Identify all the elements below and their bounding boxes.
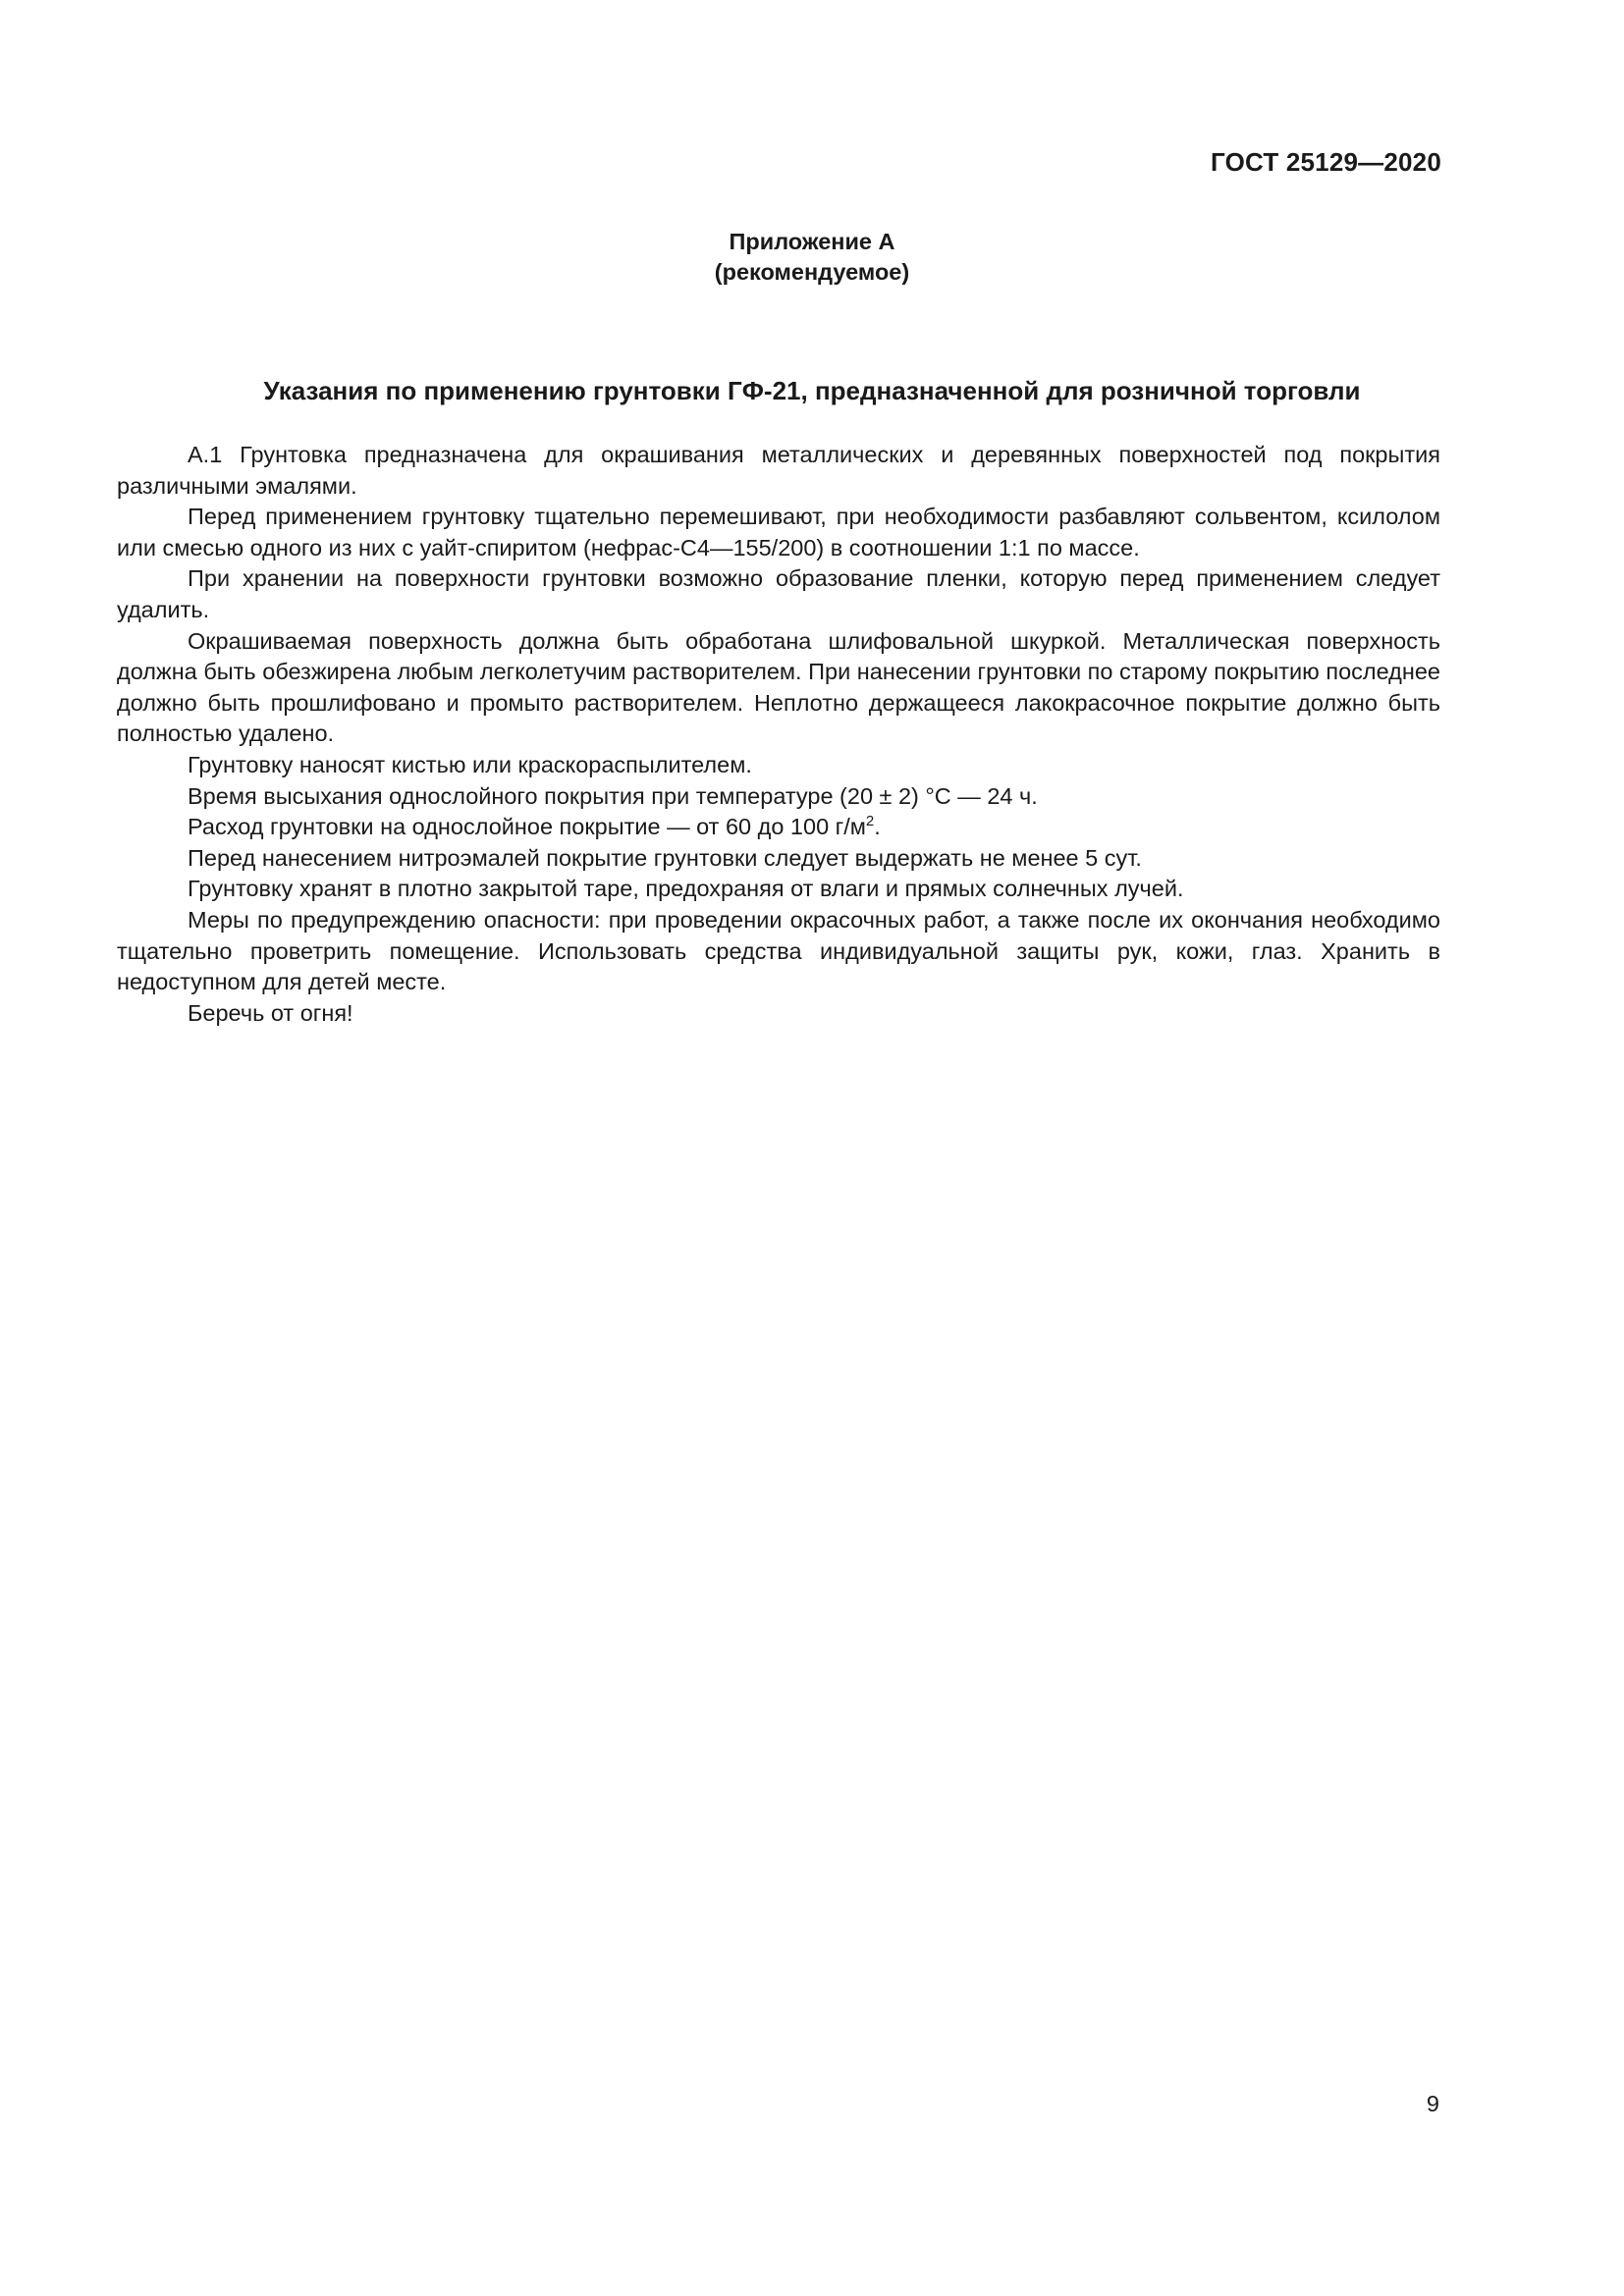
- paragraph-fire-warning: Беречь от огня!: [188, 999, 353, 1026]
- document-body: [117, 440, 1440, 1029]
- annex-title: Приложение А: [729, 229, 895, 254]
- paragraph-application: Грунтовку наносят кистью или краскораспылителем.: [188, 751, 752, 777]
- annex-status: (рекомендуемое): [714, 259, 910, 285]
- consumption-end: .: [874, 814, 881, 840]
- paragraph-consumption: [117, 812, 1440, 843]
- consumption-superscript: 2: [865, 813, 875, 830]
- consumption-text: Расход грунтовки на однослойное покрытие — от 60 до 100 г/м: [188, 814, 866, 840]
- page-number: 9: [1426, 2091, 1439, 2116]
- annex-heading: [0, 227, 1624, 288]
- paragraph-storage: Грунтовку хранят в плотно закрытой таре, предохраняя от влаги и прямых солнечных лучей.: [188, 876, 1184, 902]
- section-title: Указания по применению грунтовки ГФ-21, предназначенной для розничной торговли: [263, 376, 1361, 405]
- paragraph-preparation: Перед применением грунтовку тщательно перемешивают, при необходимости разбавляют сольвентом, ксилолом или смесью одного из них с уайт-спиритом (нефрас-С4—155/200) в соотношении 1:1 по массе.: [117, 504, 1440, 561]
- paragraph-drying-time: Время высыхания однослойного покрытия при температуре (20 ± 2) °С — 24 ч.: [188, 782, 1038, 809]
- document-code: ГОСТ 25129—2020: [1211, 147, 1441, 177]
- paragraph-surface-prep: Окрашиваемая поверхность должна быть обработана шлифовальной шкуркой. Металлическая поверхность должна быть обезжирена любым легколетучим растворителем. При нанесении грунтовки по старому покрытию последнее должно быть прошлифовано и промыто растворителем. Неплотно держащееся лакокрасочное покрытие должно быть полностью удалено.: [117, 627, 1440, 747]
- paragraph-storage-film: При хранении на поверхности грунтовки возможно образование пленки, которую перед применением следует удалить.: [117, 565, 1440, 622]
- paragraph-safety: Меры по предупреждению опасности: при проведении окрасочных работ, а также после их окончания необходимо тщательно проветрить помещение. Использовать средства индивидуальной защиты рук, кожи, глаз. Хранить в недоступном для детей месте.: [117, 906, 1440, 995]
- paragraph-curing: Перед нанесением нитроэмалей покрытие грунтовки следует выдержать не менее 5 сут.: [188, 844, 1142, 871]
- paragraph-a1: А.1 Грунтовка предназначена для окрашивания металлических и деревянных поверхностей под покрытия различными эмалями.: [117, 442, 1440, 499]
